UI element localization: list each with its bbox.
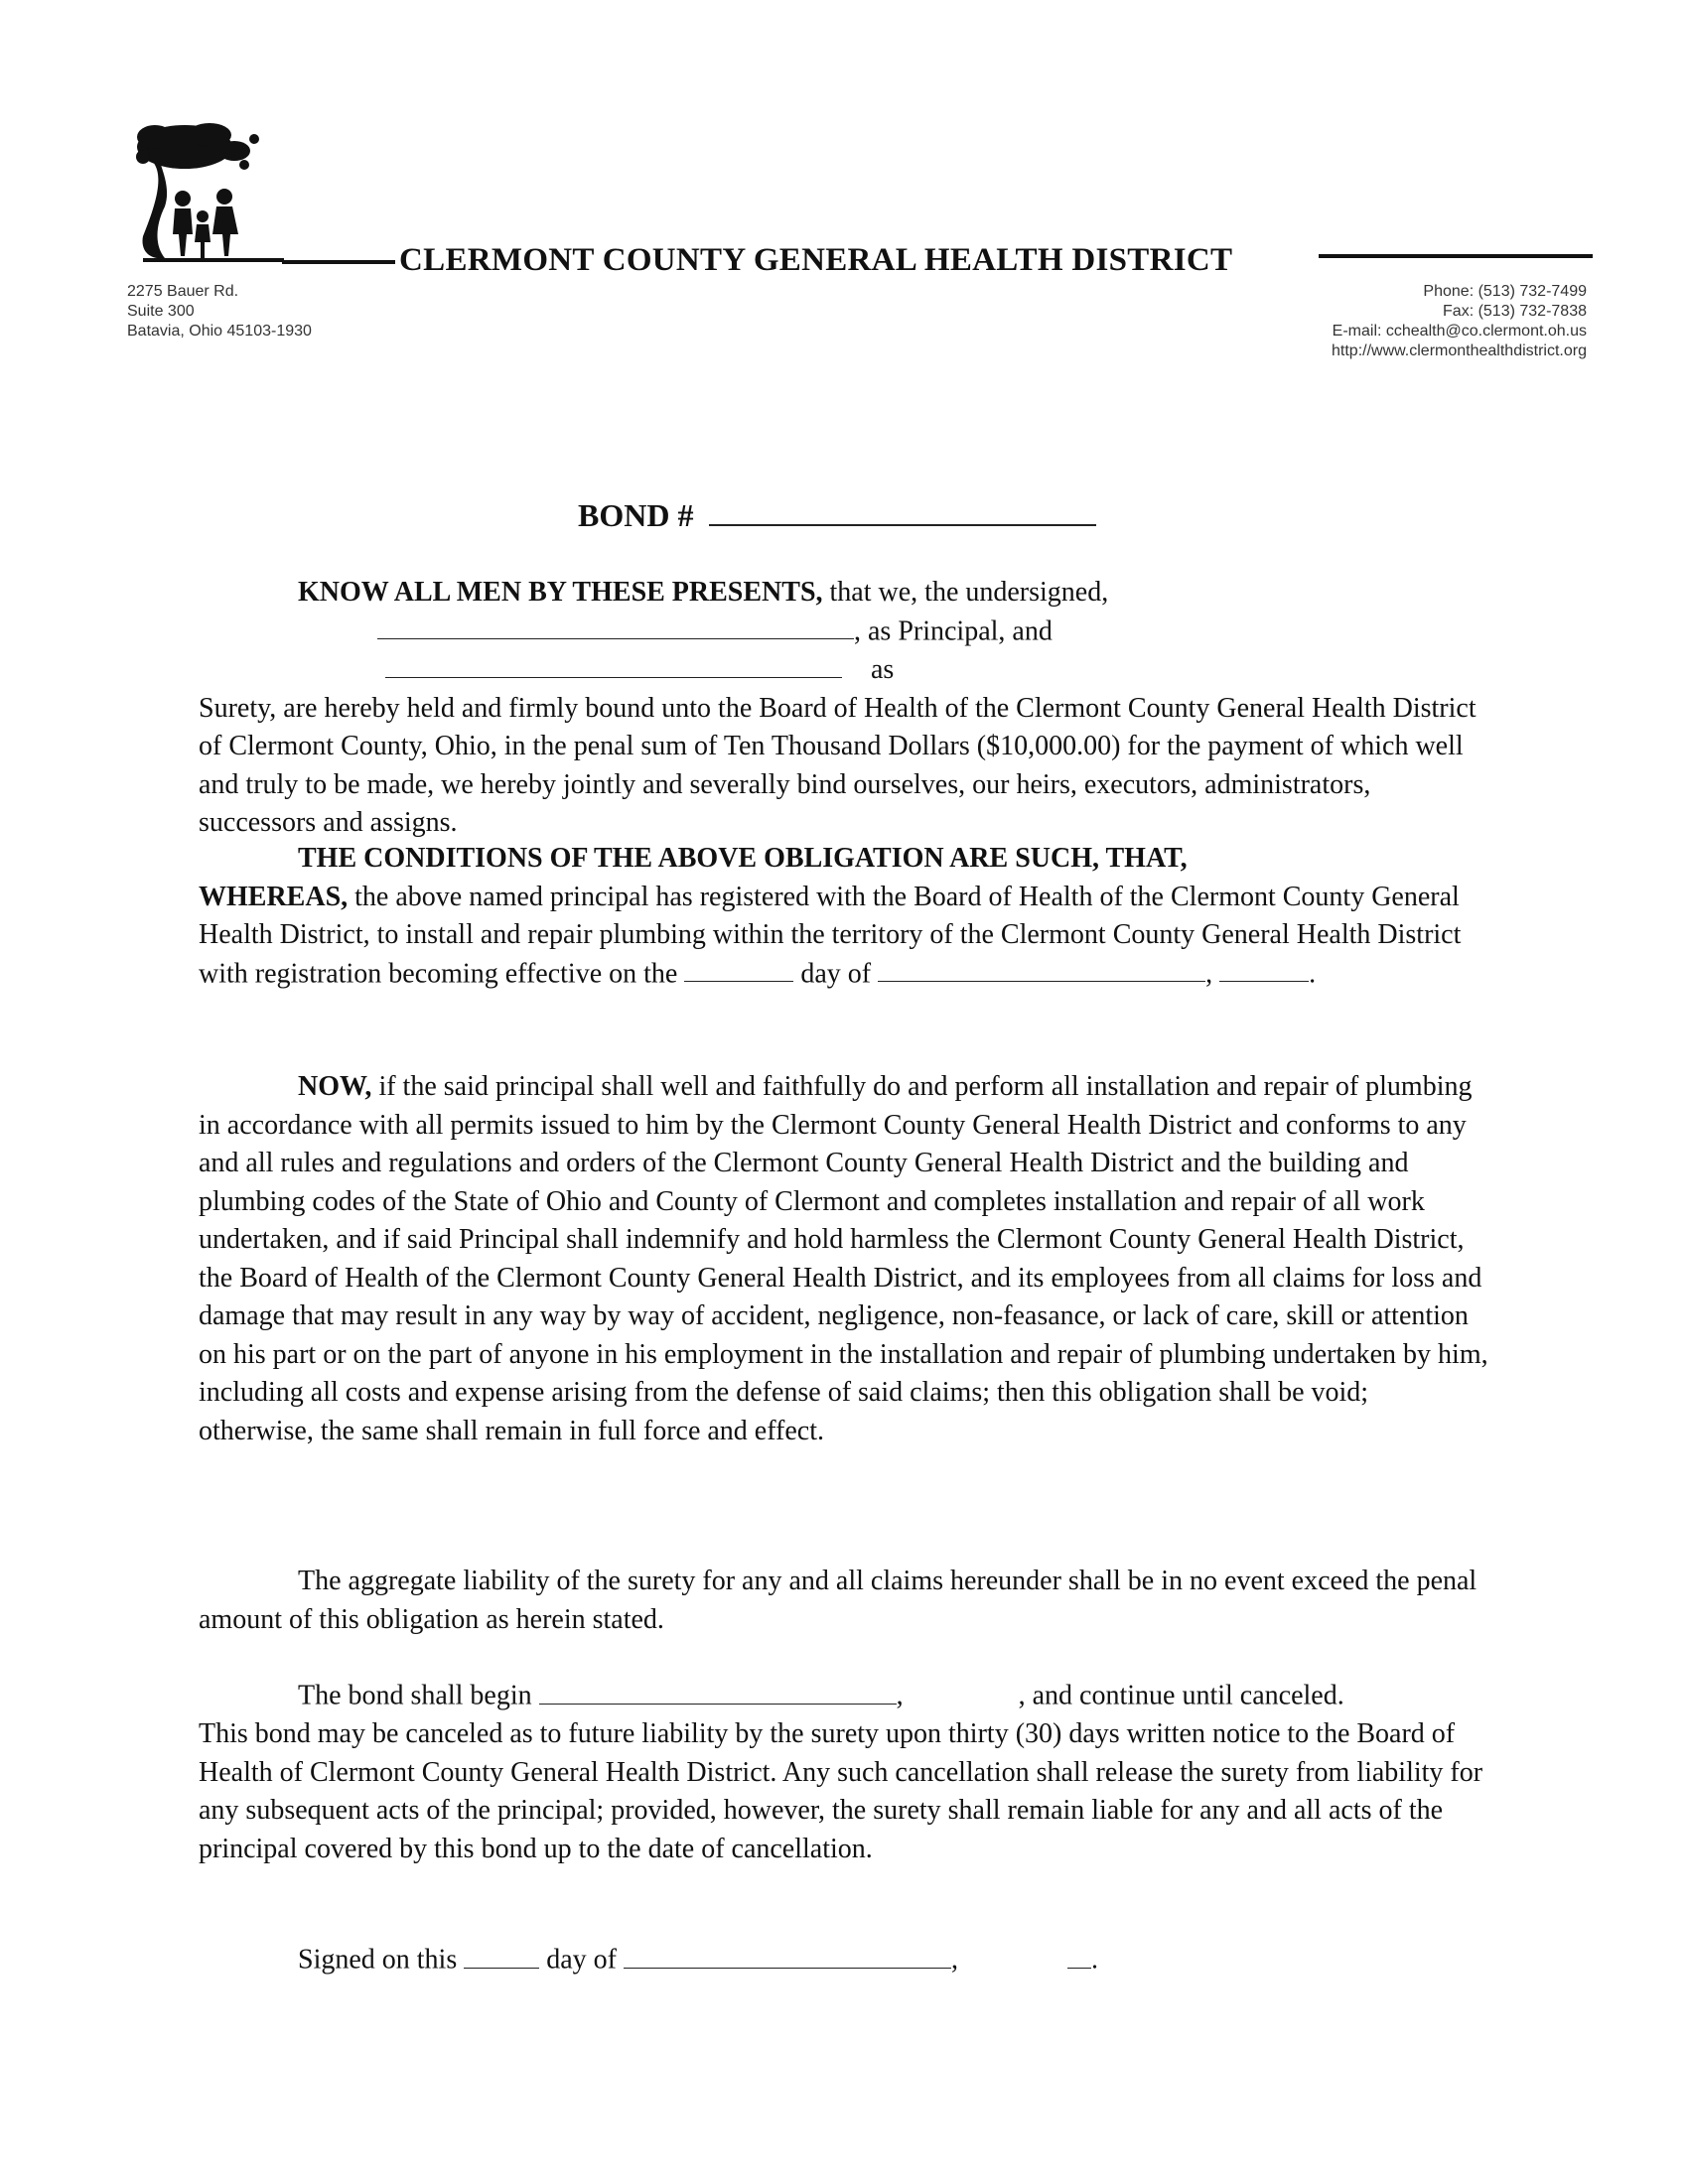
address-line-3: Batavia, Ohio 45103-1930 (127, 323, 312, 340)
para2-text-2: day of (800, 958, 879, 990)
para5-body: This bond may be canceled as to future liability by the surety upon thirty (30) days written notice to the Board of Health of Clermont County General Health District. Any such cancellation shall release the surety from liability for any subsequent acts of the principal; provided, however, the surety shall remain liable for any and all acts of the principal covered by this bond up to the date of cancellation. (199, 1718, 1483, 1864)
para2-text-4: . (1309, 958, 1317, 990)
para6-text-2: day of (539, 1944, 624, 1976)
para2-text-1: the above named principal has registered with the Board of Health of the Clermont County General Health District, to install and repair plumbing within the territory of the Clermont County General Health District with registration becoming effective on the (199, 881, 1462, 990)
para1-text-1: that we, the undersigned, (822, 577, 1109, 608)
para6-text-4: . (1091, 1944, 1098, 1976)
address-line-2: Suite 300 (127, 303, 195, 320)
bond-begin-date-field[interactable] (539, 1677, 897, 1705)
signed-year-field[interactable] (1067, 1941, 1091, 1969)
signed-month-field[interactable] (624, 1941, 951, 1969)
whereas-heading: WHEREAS, (199, 881, 349, 912)
bond-number-field[interactable] (709, 492, 1096, 526)
now-heading: NOW, (298, 1071, 372, 1102)
para1-text-2: , as Principal, and (854, 615, 1053, 647)
para3-text: if the said principal shall well and faithfully do and perform all installation and repair of plumbing in accordance with all permits issued to him by the Clermont County General Health District and conforms to any and all rules and regulations and orders of the Clermont County General Health District and the building and plumbing codes of the State of Ohio and County of Clermont and completes installation and repair of all work undertaken, and if said Principal shall indemnify and hold harmless the Clermont County General Health District, the Board of Health of the Clermont County General Health District, and its employees from all claims for loss and damage that may result in any way by way of accident, negligence, non-feasance, or lack of care, skill or attention on his part or on the part of anyone in his employment in the installation and repair of plumbing undertaken by him, including all costs and expense arising from the defense of said claims; then this obligation shall be void; otherwise, the same shall remain in full force and effect. (199, 1071, 1488, 1446)
para5-text-3: , and continue until canceled. (1018, 1680, 1344, 1711)
tree-family-logo-icon (125, 117, 284, 266)
para4-text: The aggregate liability of the surety for any and all claims hereunder shall be in no event exceed the penal amount of this obligation as herein stated. (199, 1566, 1477, 1635)
signed-day-field[interactable] (464, 1941, 539, 1969)
surety-name-field[interactable] (385, 651, 842, 679)
para1-body: Surety, are hereby held and firmly bound unto the Board of Health of the Clermont County General Health District of Clermont County, Ohio, in the penal sum of Ten Thousand Dollars ($10,000.00) for the payment of which well and truly to be made, we hereby jointly and severally bind ourselves, our heirs, executors, administrators, successors and assigns. (199, 692, 1477, 839)
address-line-1: 2275 Bauer Rd. (127, 283, 239, 300)
para5-text-1: The bond shall begin (298, 1680, 539, 1711)
header-rule-right (1319, 254, 1593, 258)
bond-number-line (578, 492, 1096, 534)
contact-block (1332, 282, 1587, 361)
paragraph-now (199, 1068, 1489, 1450)
know-all-men-heading: KNOW ALL MEN BY THESE PRESENTS, (298, 577, 823, 608)
contact-website: http://www.clermonthealthdistrict.org (1332, 342, 1587, 359)
para2-text-3: , (1205, 958, 1220, 990)
paragraph-signed (199, 1941, 1489, 1979)
para6-text-3: , (951, 1944, 958, 1976)
address-block (127, 282, 312, 341)
effective-day-field[interactable] (684, 955, 793, 983)
paragraph-principal-surety (199, 574, 1489, 843)
principal-name-field[interactable] (377, 613, 854, 640)
org-name: CLERMONT COUNTY GENERAL HEALTH DISTRICT (399, 242, 1233, 278)
contact-fax: Fax: (513) 732-7838 (1443, 303, 1587, 320)
contact-email: E-mail: cchealth@co.clermont.oh.us (1332, 323, 1587, 340)
paragraph-bond-term (199, 1677, 1489, 1868)
bond-number-label: BOND # (578, 497, 694, 533)
effective-month-field[interactable] (878, 955, 1205, 983)
para5-text-2: , (896, 1680, 904, 1711)
para6-text-1: Signed on this (298, 1944, 465, 1976)
paragraph-conditions (199, 840, 1489, 994)
contact-phone: Phone: (513) 732-7499 (1423, 283, 1587, 300)
bond-begin-year-field[interactable] (910, 1677, 1019, 1705)
conditions-heading: THE CONDITIONS OF THE ABOVE OBLIGATION ARE SUCH, THAT, (298, 843, 1188, 874)
paragraph-aggregate-liability (199, 1563, 1489, 1639)
effective-year-field[interactable] (1219, 955, 1309, 983)
para1-text-3: as (871, 654, 895, 686)
header-rule-left (282, 260, 395, 264)
